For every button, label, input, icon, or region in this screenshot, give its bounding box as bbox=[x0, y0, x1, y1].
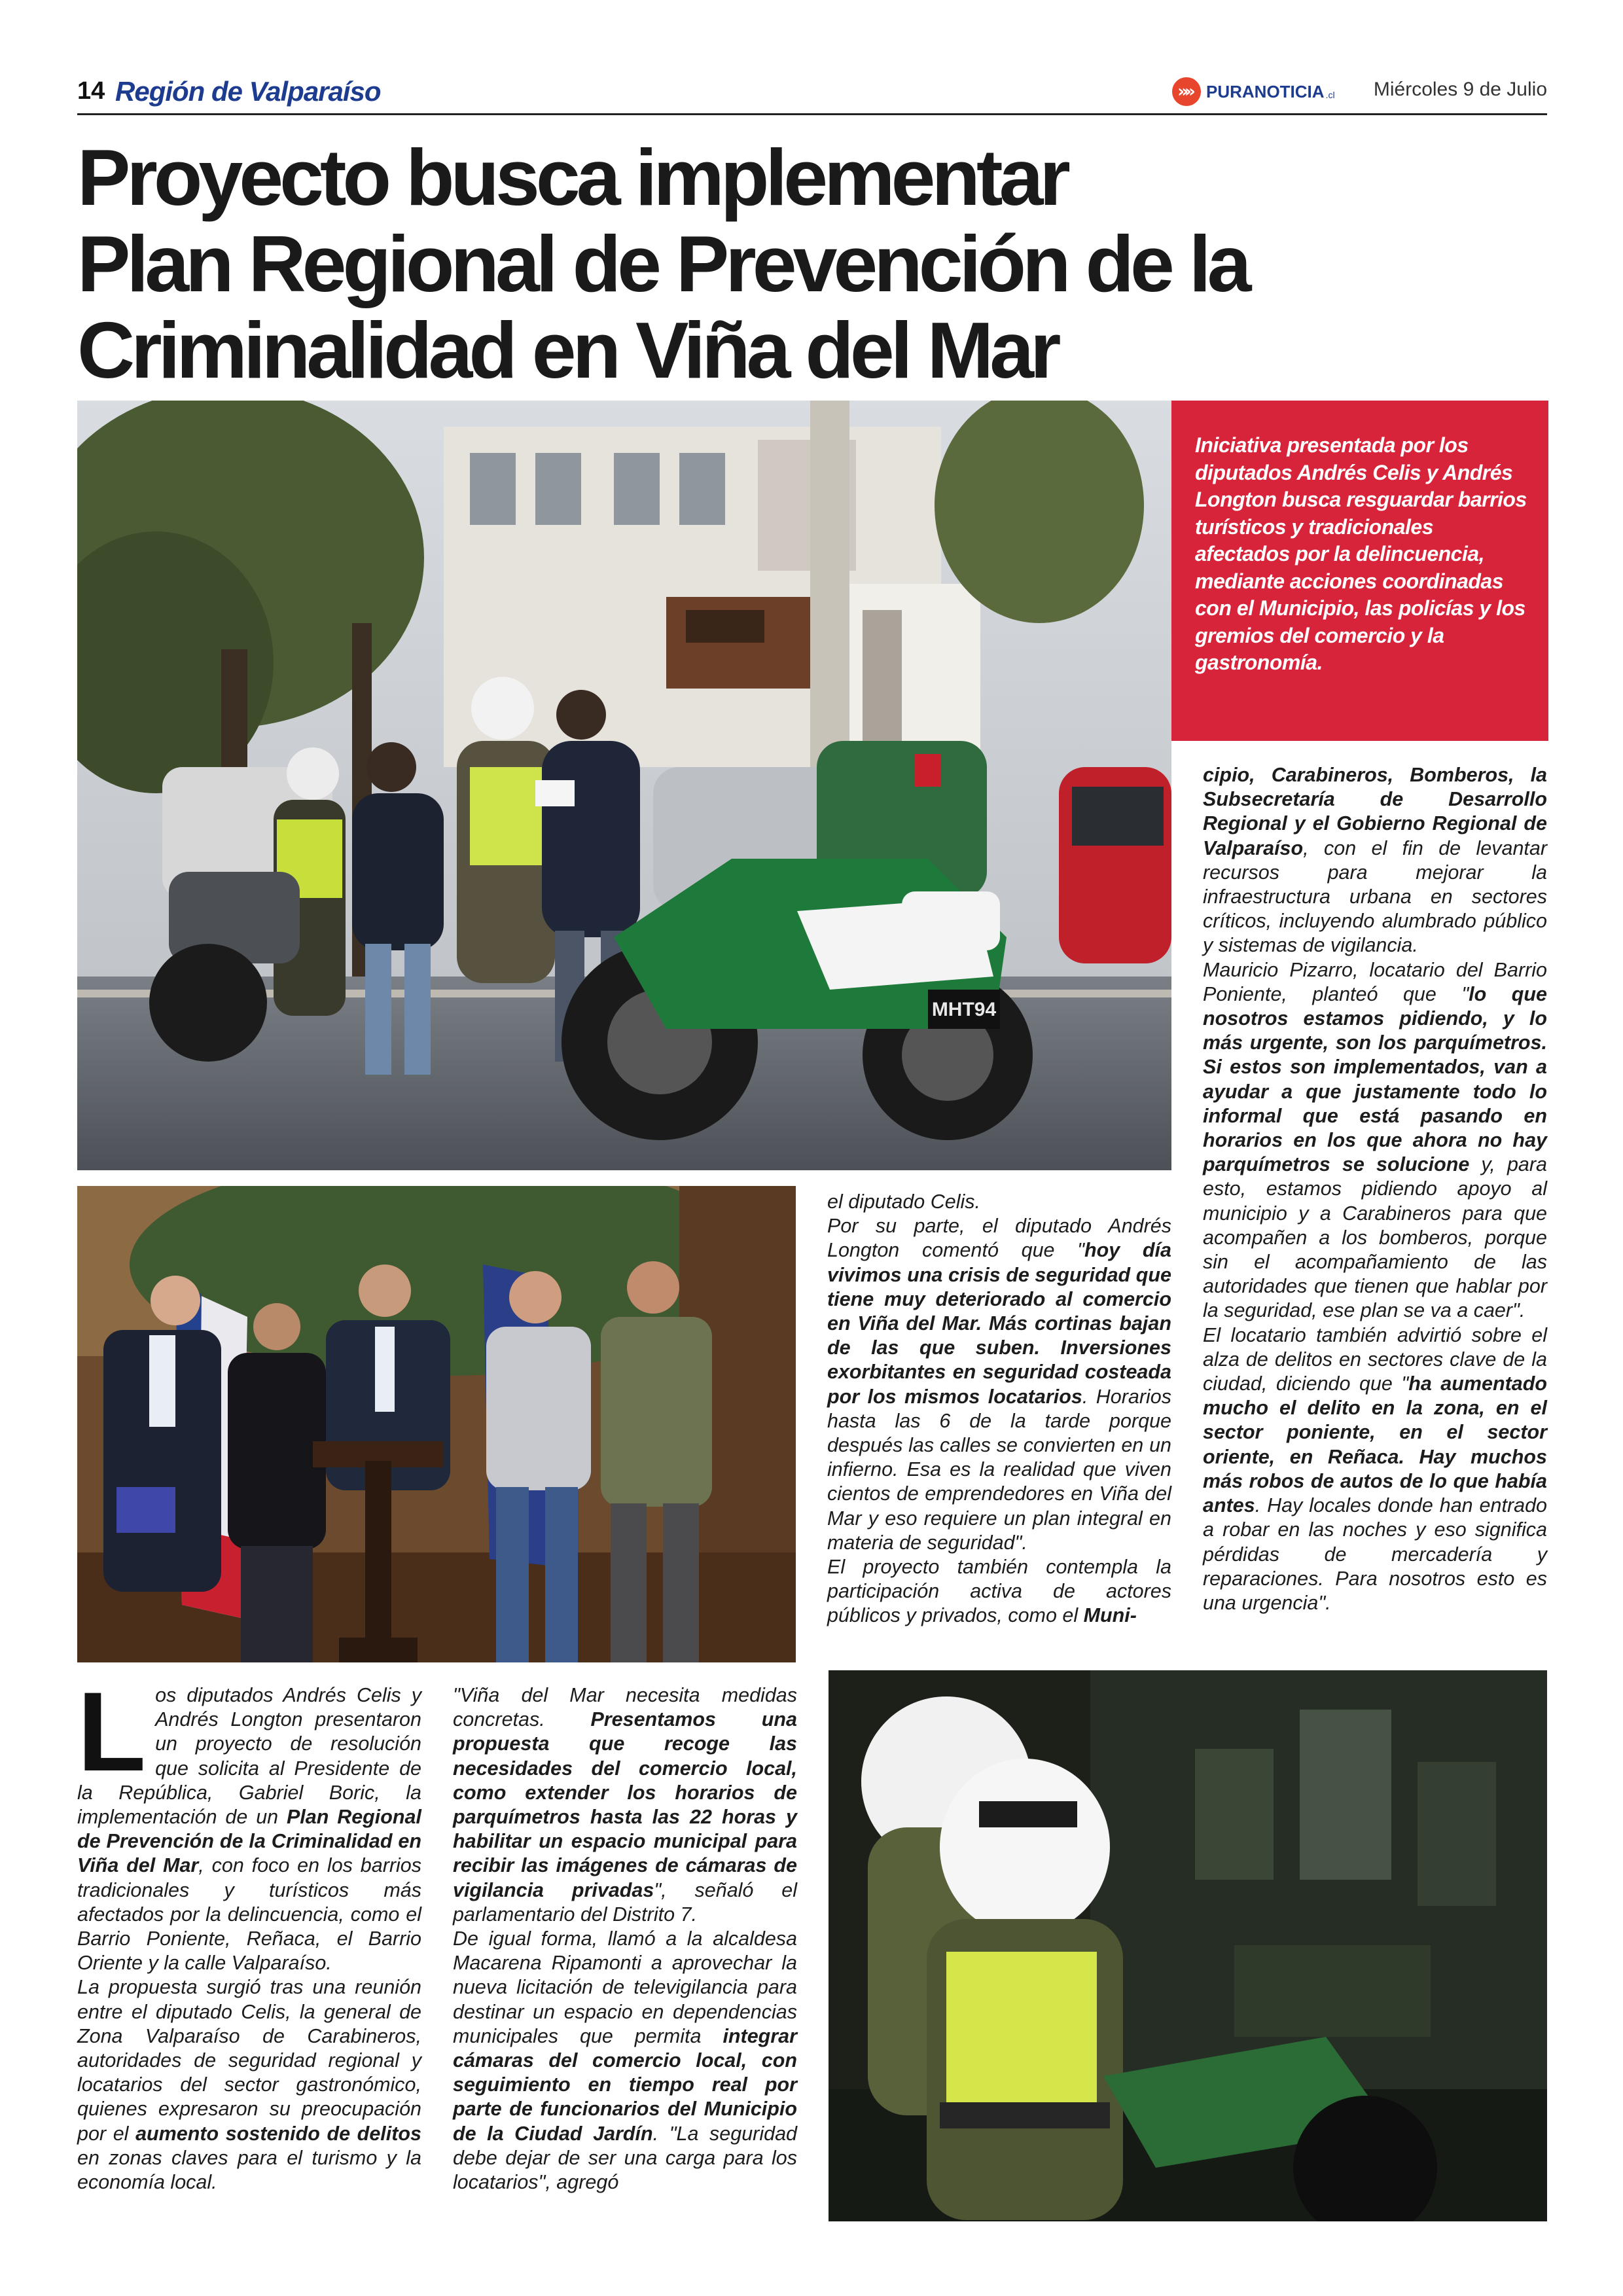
logo-text: PURANOTICIA bbox=[1206, 81, 1325, 101]
text-run: . Horarios hasta las 6 de la tarde porque después las calles se convierten en un infierno. Esa es la realidad que viven cientos de emprendedores en Viña del Mar y eso requiere un plan integral en materia de seguridad". bbox=[827, 1385, 1171, 1554]
text-run: El proyecto también contempla la participación activa de actores públicos y privados, como el bbox=[827, 1556, 1171, 1627]
text-run: ", señaló el parlamentario del Distrito 7. bbox=[453, 1878, 797, 1926]
text-run: en zonas claves para el turismo y la economía local. bbox=[77, 2146, 421, 2194]
text-run: "Viña del Mar necesita medidas concretas. bbox=[453, 1684, 797, 1731]
text-run: El locatario también advirtió sobre el alza de delitos en sectores clave de la ciudad, diciendo que " bbox=[1203, 1323, 1547, 1395]
paragraph bbox=[453, 1927, 797, 2195]
bold-run: Presentamos una propuesta que recoge las necesidades del comercio local, como extender los horarios de parquímetros hasta las 22 horas y habilitar un espacio municipal para recibir las imágenes de cámaras de vigilancia privadas bbox=[453, 1708, 797, 1901]
chevrons-icon: »» bbox=[1172, 77, 1201, 106]
summary-text: Iniciativa presentada por los diputados Andrés Celis y Andrés Longton busca resguardar barrios turísticos y tradicionales afectados por la delincuencia, mediante acciones coordinadas con el Municipio, las policías y los gremios del comercio y la gastronomía. bbox=[1195, 433, 1527, 674]
logo-suffix: .cl bbox=[1325, 90, 1335, 100]
article-column-2 bbox=[453, 1683, 797, 2195]
headline-line-2: Plan Regional de Prevención de la bbox=[77, 219, 1248, 308]
text-run: Mauricio Pizarro, locatario del Barrio Poniente, planteó que " bbox=[1203, 958, 1547, 1005]
article-column-3 bbox=[827, 1190, 1171, 1628]
paragraph bbox=[1203, 1323, 1547, 1615]
bold-run: lo que nosotros estamos pidiendo, y lo más urgente, son los parquímetros. Si estos son implementados, van a ayudar a que justamente todo lo informal que está pasando en horarios en los que ahora no hay parquímetros se solucione bbox=[1203, 982, 1547, 1176]
headline-line-1: Proyecto busca implementar bbox=[77, 133, 1067, 222]
paragraph: el diputado Celis. bbox=[827, 1191, 980, 1213]
text-run: y, para esto, estamos pidiendo apoyo al municipio y a Carabineros para que acompañen a los bomberos, porque sin el acompañamiento de las autoridades que tienen que hablar por la seguridad, ese plan se va a caer". bbox=[1203, 1153, 1547, 1322]
drop-cap: L bbox=[77, 1669, 147, 1795]
street-police-photo bbox=[77, 401, 1171, 1170]
paragraph bbox=[1203, 763, 1547, 958]
text-run: Por su parte, el diputado Andrés Longton comentó que " bbox=[827, 1215, 1171, 1262]
page-number: 14 bbox=[77, 77, 105, 105]
press-conference-photo bbox=[77, 1186, 796, 1662]
headline-line-3: Criminalidad en Viña del Mar bbox=[77, 306, 1058, 395]
paragraph bbox=[77, 1975, 421, 2195]
headline bbox=[77, 134, 1517, 393]
bold-run: Muni- bbox=[1083, 1604, 1137, 1627]
bold-run: cipio, Carabineros, Bomberos, la Subsecretaría de Desarrollo Regional y el Gobierno Regional de Valparaíso bbox=[1203, 764, 1547, 859]
text-run: De igual forma, llamó a la alcaldesa Macarena Ripamonti a aprovechar la nueva licitación de televigilancia para destinar un espacio en dependencias municipales que permita bbox=[453, 1928, 797, 2047]
paragraph bbox=[827, 1555, 1171, 1628]
text-run: . "La seguridad debe dejar de ser una carga para los locatarios", agregó bbox=[453, 2122, 797, 2194]
text-run: La propuesta surgió tras una reunión entre el diputado Celis, la general de Zona Valparaíso de Carabineros, autoridades de seguridad regional y locatarios del sector gastronómico, quienes expresaron su preocupación por el bbox=[77, 1976, 421, 2145]
license-plate: MHT94 bbox=[931, 999, 997, 1020]
summary-box bbox=[1171, 401, 1548, 741]
text-run: os diputados Andrés Celis y Andrés Longton presentaron un proyecto de resolución que solicita al Presidente de la República, Gabriel Boric, la implementación de un bbox=[77, 1684, 421, 1829]
text-run: , con foco en los barrios tradicionales y turísticos más afectados por la delincuencia, como el Barrio Poniente, Reñaca, el Barrio Oriente y la calle Valparaíso. bbox=[77, 1854, 421, 1975]
bold-run: integrar cámaras del comercio local, con seguimiento en tiempo real por parte de funcionarios del Municipio de la Ciudad Jardín bbox=[453, 2024, 797, 2145]
issue-date: Miércoles 9 de Julio bbox=[1373, 79, 1547, 100]
section-title: Región de Valparaíso bbox=[115, 76, 381, 107]
paragraph bbox=[827, 1214, 1171, 1555]
article-column-4 bbox=[1203, 763, 1547, 1615]
page-header bbox=[77, 73, 1547, 115]
paragraph bbox=[1203, 958, 1547, 1323]
bold-run: Plan Regional de Prevención de la Criminalidad en Viña del Mar bbox=[77, 1806, 421, 1877]
bold-run: aumento sostenido de delitos bbox=[135, 2122, 421, 2145]
text-run: , con el fin de levantar recursos para mejorar la infraestructura urbana en sectores críticos, incluyendo alumbrado público y sistemas de vigilancia. bbox=[1203, 836, 1547, 957]
motorcycle-police-photo bbox=[829, 1670, 1547, 2221]
bold-run: ha aumentado mucho el delito en la zona, en el sector poniente, en el sector oriente, en Reñaca. Hay muchos más robos de autos de lo que había antes bbox=[1203, 1372, 1547, 1517]
article-column-1 bbox=[77, 1669, 421, 2195]
text-run: . Hay locales donde han entrado a robar en las noches y eso significa pérdidas de mercadería y reparaciones. Para nosotros esto es una urgencia". bbox=[1203, 1494, 1547, 1614]
paragraph bbox=[453, 1683, 797, 1927]
bold-run: hoy día vivimos una crisis de seguridad que tiene muy deteriorado al comercio en Viña del Mar. Más cortinas bajan de las que suben. Inversiones exorbitantes en seguridad costeada por los mismos locatarios bbox=[827, 1239, 1171, 1408]
newspaper-logo bbox=[1172, 77, 1335, 106]
